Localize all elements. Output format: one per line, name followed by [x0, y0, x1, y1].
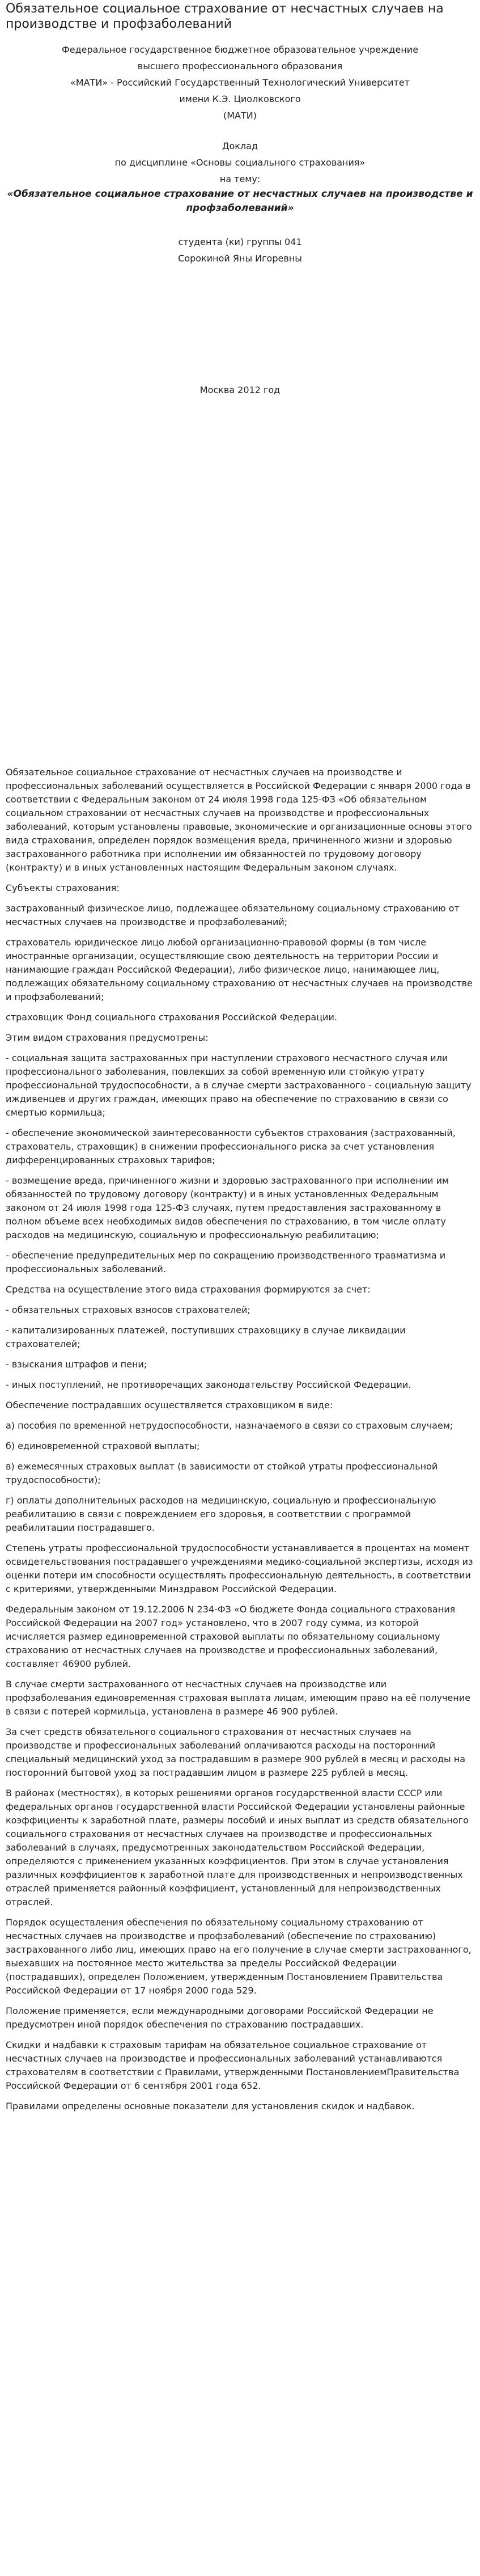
report-body — [6, 766, 474, 2120]
cover-university-line: «МАТИ» - Российский Государственный Технологический Университет — [70, 77, 410, 88]
cover-topic-label: на тему: — [219, 174, 261, 184]
cover-topic: «Обязательное социальное страхование от несчастных случаев на производстве и профзаболеваний» — [7, 188, 473, 214]
paragraph: в) ежемесячных страховых выплат (в зависимости от стойкой утраты профессиональной трудоспособности); — [6, 1461, 438, 1485]
paragraph: - обязательных страховых взносов страхователей; — [6, 1304, 250, 1315]
page-title: Обязательное социальное страхование от несчастных случаев на производстве и профзаболеваний — [6, 2, 444, 31]
paragraph: Скидки и надбавки к страховым тарифам на обязательное социальное страхование от несчастных случаев на производстве и профессиональных заболеваний устанавливаются страхователям в соответствии с Правилами, утвержденными ПостановлениемПравительства Российской Федерации от 6 сентября 2001 года 652. — [6, 2039, 460, 2091]
paragraph: Правилами определены основные показатели для установления скидок и надбавок. — [6, 2101, 415, 2112]
paragraph: В случае смерти застрахованного от несчастных случаев на производстве или профзаболевания единовременная страховая выплата лицам, имеющим право на её получение в связи с потерей кормильца, установлена в размере 46 900 рублей. — [6, 1679, 471, 1717]
cover-discipline: по дисциплине «Основы социального страхования» — [114, 157, 366, 168]
cover-education-line: высшего профессионального образования — [137, 61, 343, 71]
paragraph: Этим видом страхования предусмотрены: — [6, 1032, 209, 1043]
paragraph: Средства на осуществление этого вида страхования формируются за счет: — [6, 1284, 371, 1295]
paragraph: страховщик Фонд социального страхования Российской Федерации. — [6, 1012, 337, 1023]
paragraph: - взыскания штрафов и пени; — [6, 1359, 147, 1370]
cover-student-group: студента (ки) группы 041 — [178, 237, 302, 247]
paragraph: - обеспечение предупредительных мер по сокращению производственного травматизма и профессиональных заболеваний. — [6, 1250, 446, 1274]
paragraph: - возмещение вреда, причиненного жизни и здоровью застрахованного при исполнении им обязанностей по трудовому договору (контракту) и в иных установленных Федеральным законом от 24 июля 1998 года 125-ФЗ случаях, путем предоставления застрахованному в полном объеме всех необходимых видов обеспечения по страхованию, в том числе оплату расходов на медицинскую, социальную и профессиональную реабилитацию; — [6, 1175, 449, 1240]
paragraph: Субъекты страхования: — [6, 882, 120, 893]
paragraph: а) пособия по временной нетрудоспособности, назначаемого в связи со страховым случаем; — [6, 1420, 453, 1431]
paragraph: - социальная защита застрахованных при наступлении страхового несчастного случая или профессионального заболевания, повлекших за собой временную или стойкую утрату профессиональной трудоспособности, а в случае смерти застрахованного - социальную защиту иждивенцев и других граждан, имеющих право на обеспечение по страхованию в связи со смертью кормильца; — [6, 1053, 471, 1118]
paragraph: б) единовременной страховой выплаты; — [6, 1441, 200, 1451]
cover-institution-line: Федеральное государственное бюджетное образовательное учреждение — [61, 44, 419, 55]
paragraph: г) оплаты дополнительных расходов на медицинскую, социальную и профессиональную реабилитацию в связи с повреждением его здоровья, в соответствии с программой реабилитации пострадавшего. — [6, 1495, 436, 1533]
paragraph: Федеральным законом от 19.12.2006 N 234-ФЗ «О бюджете Фонда социального страхования Российской Федерации на 2007 год» установлено, что в 2007 году сумма, из которой исчисляется размер единовременной страховой выплаты по обязательному социальному страхованию от несчастных случаев на производстве и профессиональных заболеваний, составляет 46900 рублей. — [6, 1604, 456, 1669]
cover-city-year: Москва 2012 год — [199, 385, 281, 395]
paragraph: страхователь юридическое лицо любой организационно-правовой формы (в том числе иностранные организации, осуществляющие свою деятельность на территории России и нанимающие граждан Российской Федерации), либо физическое лицо, нанимающее лиц, подлежащих обязательному социальному страхованию от несчастных случаев на производстве и профзаболеваний; — [6, 937, 473, 1002]
paragraph: Положение применяется, если международными договорами Российской Федерации не предусмотрен иной порядок обеспечения по страхованию пострадавших. — [6, 2005, 434, 2030]
paragraph: застрахованный физическое лицо, подлежащее обязательному социальному страхованию от несчастных случаев на производстве и профзаболеваний; — [6, 903, 460, 927]
paragraph: В районах (местностях), в которых решениями органов государственной власти СССР или федеральных органов государственной власти Российской Федерации установлены районные коэффициенты к заработной плате, размеры пособий и иных выплат из средств обязательного социального страхования от несчастных случаев на производстве и профессиональных заболеваний в случаях, предусмотренных законодательством Российской Федерации, определяются с применением указанных коэффициентов. При этом в случае установления различных коэффициентов к заработной плате для производственных и непроизводственных отраслей применяется районный коэффициент, установленный для непроизводственных отраслей. — [6, 1788, 469, 1907]
cover-named-line: имени К.Э. Циолковского — [179, 94, 301, 104]
paragraph: Обеспечение пострадавших осуществляется страховщиком в виде: — [6, 1400, 333, 1411]
paragraph: За счет средств обязательного социального страхования от несчастных случаев на производстве и профессиональных заболеваний оплачиваются расходы на посторонний специальный медицинский уход за пострадавшим в размере 900 рублей в месяц и расходы на посторонний бытовой уход за пострадавшим лицом в размере 225 рублей в месяц. — [6, 1726, 466, 1778]
cover-doc-type: Доклад — [222, 141, 258, 151]
paragraph: - иных поступлений, не противоречащих законодательству Российской Федерации. — [6, 1379, 411, 1390]
paragraph: - обеспечение экономической заинтересованности субъектов страхования (застрахованный, страхователь, страховщик) в снижении профессионального риска за счет установления дифференцированных страховых тарифов; — [6, 1127, 456, 1165]
paragraph: Степень утраты профессиональной трудоспособности устанавливается в процентах на момент освидетельствования пострадавшего учреждениями медико-социальной экспертизы, исходя из оценки потери им способности осуществлять профессиональную деятельность, в соответствии с критериями, утвержденными Минздравом Российской Федерации. — [6, 1543, 473, 1594]
cover-student-name: Сорокиной Яны Игоревны — [178, 253, 302, 264]
cover-abbrev-line: (МАТИ) — [223, 110, 257, 121]
paragraph: Обязательное социальное страхование от несчастных случаев на производстве и профессиональных заболеваний осуществляется в Российской Федерации с января 2000 года в соответствии с Федеральным законом от 24 июля 1998 года 125-ФЗ «Об обязательном социальном страховании от несчастных случаев на производстве и профессиональных заболеваний, которым установлены правовые, экономические и организационные основы этого вида страхования, определен порядок возмещения вреда, причиненного жизни и здоровью застрахованного работника при исполнении им обязанностей по трудовому договору (контракту) и в иных установленных настоящим Федеральным законом случаях. — [6, 767, 472, 873]
paragraph: - капитализированных платежей, поступивших страховщику в случае ликвидации страхователей; — [6, 1325, 406, 1349]
paragraph: Порядок осуществления обеспечения по обязательному социальному страхованию от несчастных случаев на производстве и профзаболеваний (обеспечение по страхованию) застрахованного либо лиц, имеющих право на его получение в случае смерти застрахованного, выехавших на постоянное место жительства за пределы Российской Федерации (пострадавших), определен Положением, утвержденным Постановлением Правительства Российской Федерации от 17 ноября 2000 года 529. — [6, 1917, 471, 1996]
